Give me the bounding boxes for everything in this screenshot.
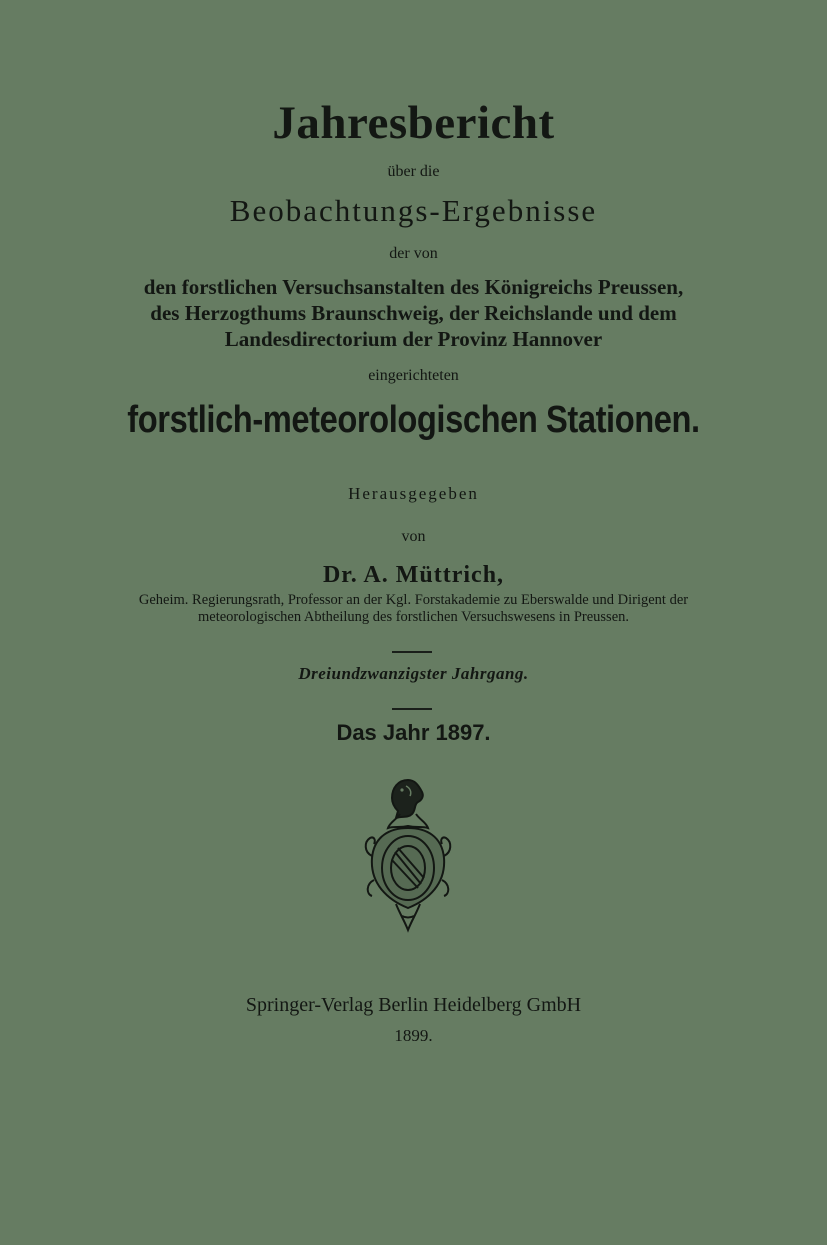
year-covered: Das Jahr 1897. bbox=[336, 720, 491, 745]
connector-der-von: der von bbox=[389, 245, 438, 262]
divider-rule bbox=[392, 651, 432, 653]
author-affiliation-line-2: meteorologischen Abtheilung des forstlichen Versuchswesens in Preussen. bbox=[197, 609, 630, 625]
edition-label: Dreiundzwanzigster Jahrgang. bbox=[298, 664, 529, 683]
springer-horse-emblem-icon bbox=[362, 776, 454, 934]
connector-ueber-die: über die bbox=[387, 163, 440, 180]
author-name: Dr. A. Müttrich, bbox=[322, 562, 505, 588]
book-title: Jahresbericht bbox=[272, 97, 555, 149]
connector-eingerichteten: eingerichteten bbox=[368, 367, 459, 384]
author-affiliation-line-1: Geheim. Regierungsrath, Professor an der Kgl. Forstakademie zu Eberswalde und Dirigent der bbox=[138, 592, 689, 608]
connector-von: von bbox=[401, 528, 426, 545]
herausgegeben-label: Herausgegeben bbox=[348, 484, 479, 503]
institutions-line-2: des Herzogthums Braunschweig, der Reichslande und dem bbox=[150, 301, 677, 325]
publisher-name: Springer-Verlag Berlin Heidelberg GmbH bbox=[245, 994, 582, 1016]
stations-heading: forstlich-meteorologischen Stationen. bbox=[127, 399, 700, 441]
book-subtitle: Beobachtungs-Ergebnisse bbox=[229, 193, 598, 228]
publication-year: 1899. bbox=[394, 1026, 433, 1045]
institutions-line-1: den forstlichen Versuchsanstalten des Königreichs Preussen, bbox=[143, 275, 684, 299]
divider-rule bbox=[392, 708, 432, 710]
institutions-line-3: Landesdirectorium der Provinz Hannover bbox=[224, 327, 603, 351]
